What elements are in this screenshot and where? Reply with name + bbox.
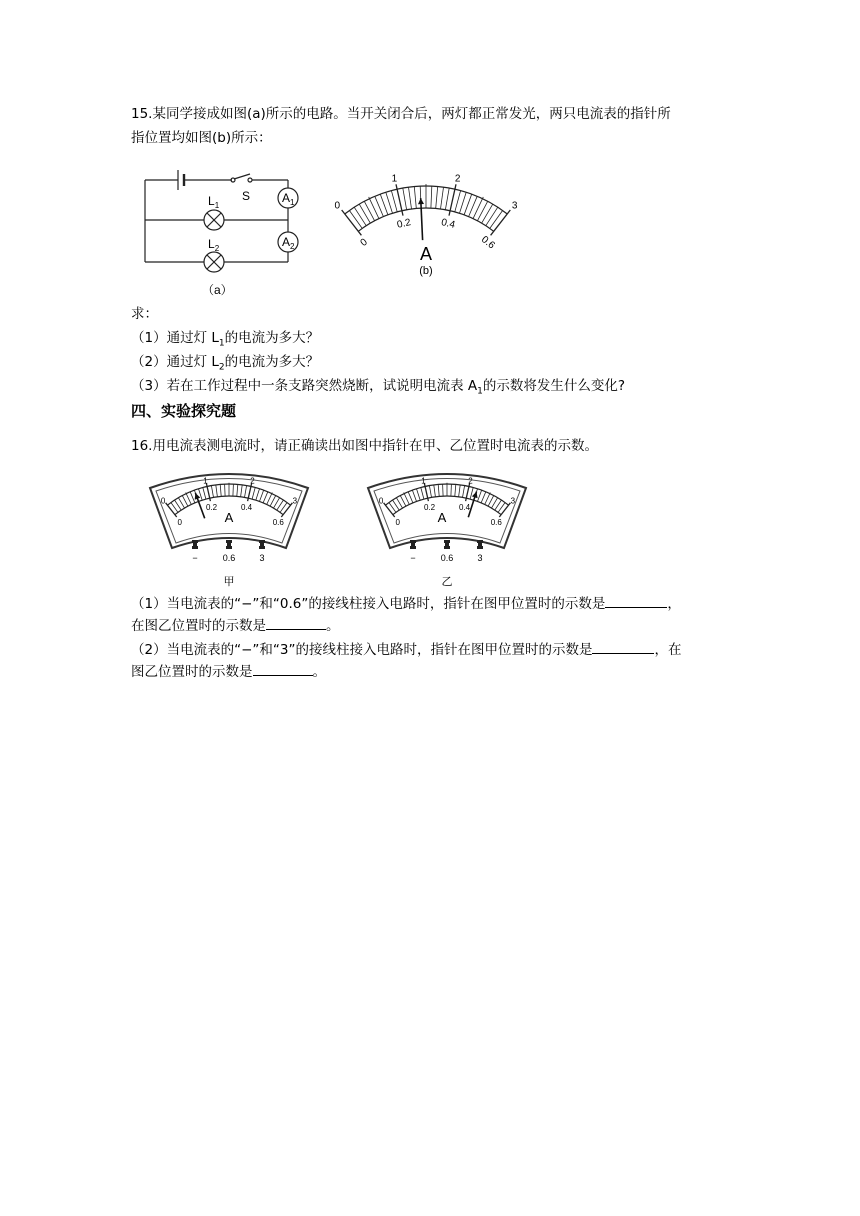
terminal-post xyxy=(193,543,197,546)
terminal-post xyxy=(226,546,232,549)
scale-tick xyxy=(431,186,432,208)
scale-tick xyxy=(354,207,366,226)
upper-tick-label: 3 xyxy=(292,496,298,506)
section-four-heading: 四、实验探究题 xyxy=(131,402,237,420)
q16-sub1-line2: 在图乙位置时的示数是 。 xyxy=(131,614,340,636)
terminal-label: 3 xyxy=(477,553,483,563)
ammeter-jia xyxy=(146,464,312,588)
answer-blank[interactable] xyxy=(266,614,326,630)
terminal-post xyxy=(192,540,198,543)
terminal-label: 0.6 xyxy=(222,553,236,563)
ammeter-a1-label: $A_1$ xyxy=(282,191,295,207)
terminal-post xyxy=(411,543,415,546)
q16-sub2-line1: （2）当电流表的“−”和“3”的接线柱接入电路时，指针在图甲位置时的示数是 ，在 xyxy=(131,638,681,660)
terminal-post xyxy=(226,540,232,543)
scale-inner-arc xyxy=(358,208,493,231)
terminal-post xyxy=(260,543,264,546)
upper-tick-label: 0 xyxy=(160,496,166,506)
scale-tick xyxy=(391,191,397,212)
terminal-label: 3 xyxy=(259,553,265,563)
scale-tick xyxy=(386,192,393,213)
scale-tick xyxy=(233,484,234,496)
terminal-post xyxy=(477,546,483,549)
ammeter-unit-label: A xyxy=(437,510,447,525)
scale-tick xyxy=(369,197,379,219)
upper-tick-label: 1 xyxy=(203,476,208,486)
lower-tick-label: 0.4 xyxy=(458,502,471,512)
upper-tick-label: 3 xyxy=(510,496,516,506)
upper-tick-label: 1 xyxy=(391,173,398,185)
lower-tick-label: 0.2 xyxy=(395,217,412,231)
lamp-l2-label: $L_2$ xyxy=(208,237,220,253)
answer-blank[interactable] xyxy=(592,638,654,654)
terminal-label: − xyxy=(192,553,198,563)
q15-stem-line2: 指位置均如图(b)所示： xyxy=(131,130,272,146)
lower-tick-label: 0.6 xyxy=(478,234,497,252)
scale-tick xyxy=(409,187,412,209)
lower-tick-label: 0.4 xyxy=(240,502,253,512)
terminal-group xyxy=(192,540,265,563)
lower-tick-label: 0 xyxy=(358,236,370,249)
scale-tick xyxy=(486,207,498,226)
q15-ask: 求： xyxy=(131,306,158,322)
scale-tick xyxy=(414,187,416,209)
terminal-group xyxy=(410,540,483,563)
ammeter-a2-label: $A_2$ xyxy=(282,235,295,251)
switch-label: S xyxy=(242,189,251,203)
terminal-post xyxy=(410,540,416,543)
terminal-label: 0.6 xyxy=(440,553,454,563)
lower-tick-label: 0.6 xyxy=(490,518,502,527)
scale-tick xyxy=(225,484,226,496)
terminal-post xyxy=(259,546,265,549)
lamp-l1-label: $L_1$ xyxy=(208,194,220,210)
answer-blank[interactable] xyxy=(605,592,667,608)
figure-b-caption: (b) xyxy=(419,265,433,277)
meter-pointer-tip xyxy=(418,198,424,204)
figure-a-caption: （a） xyxy=(202,283,233,297)
scale-tick xyxy=(477,201,487,221)
scale-tick xyxy=(443,484,444,496)
upper-tick-label: 3 xyxy=(511,200,518,212)
q15-stem-line1: 15.某同学接成如图(a)所示的电路。当开关闭合后，两灯都正常发光，两只电流表的指针所 xyxy=(131,106,671,122)
terminal-post xyxy=(410,546,416,549)
scale-tick xyxy=(359,204,370,223)
meter-yi-caption: 乙 xyxy=(441,576,453,588)
switch-blade xyxy=(234,174,250,179)
terminal-post xyxy=(192,546,198,549)
upper-tick-label: 0 xyxy=(378,496,384,506)
terminal-post xyxy=(444,546,450,549)
scale-tick xyxy=(455,191,461,212)
upper-tick-label: 2 xyxy=(454,173,461,185)
scale-tick xyxy=(460,192,467,213)
scale-tick xyxy=(445,188,449,210)
scale-tick xyxy=(473,197,483,219)
lower-tick-label: 0.4 xyxy=(440,217,457,231)
lower-tick-label: 0 xyxy=(177,518,182,527)
upper-tick-label: 2 xyxy=(250,476,255,486)
meter-jia-caption: 甲 xyxy=(223,576,235,588)
scale-tick xyxy=(482,204,493,223)
answer-blank[interactable] xyxy=(253,660,313,676)
terminal-post xyxy=(227,543,231,546)
ammeter-yi xyxy=(364,464,530,588)
terminal-post xyxy=(478,543,482,546)
ammeter-unit-label: A xyxy=(419,244,433,264)
meter-pointer xyxy=(421,198,423,240)
q16-sub1-line1: （1）当电流表的“−”和“0.6”的接线柱接入电路时，指针在图甲位置时的示数是 ， xyxy=(131,592,681,614)
scale-tick xyxy=(364,201,374,221)
q15-sub1: （1）通过灯 $L_1$的电流为多大？ xyxy=(131,330,320,349)
ammeter-scale-b xyxy=(332,168,522,278)
ammeter-scale-arc xyxy=(335,174,518,252)
scale-tick xyxy=(441,187,444,209)
q15-sub2: （2）通过灯 $L_2$的电流为多大？ xyxy=(131,354,320,373)
scale-tick xyxy=(349,211,362,229)
q16-sub2-line2: 图乙位置时的示数是 。 xyxy=(131,660,326,682)
scale-tick xyxy=(403,188,407,210)
scale-tick xyxy=(436,187,438,209)
scale-tick xyxy=(451,484,452,496)
q16-stem: 16.用电流表测电流时，请正确读出如图中指针在甲、乙位置时电流表的示数。 xyxy=(131,438,598,454)
terminal-post xyxy=(259,540,265,543)
upper-tick-label: 1 xyxy=(421,476,426,486)
circuit-diagram-a xyxy=(132,160,302,300)
lower-tick-label: 0 xyxy=(395,518,400,527)
upper-tick-label: 0 xyxy=(334,200,341,212)
lower-tick-label: 0.2 xyxy=(423,502,436,512)
lower-tick-label: 0.6 xyxy=(272,518,284,527)
terminal-label: − xyxy=(410,553,416,563)
terminal-post xyxy=(445,543,449,546)
ammeter-unit-label: A xyxy=(224,510,234,525)
scale-tick xyxy=(490,211,503,229)
q15-sub3: （3）若在工作过程中一条支路突然烧断，试说明电流表 $A_1$的示数将发生什么变化? xyxy=(131,378,626,397)
terminal-post xyxy=(477,540,483,543)
upper-tick-label: 2 xyxy=(468,476,473,486)
terminal-post xyxy=(444,540,450,543)
lower-tick-label: 0.2 xyxy=(205,502,218,512)
